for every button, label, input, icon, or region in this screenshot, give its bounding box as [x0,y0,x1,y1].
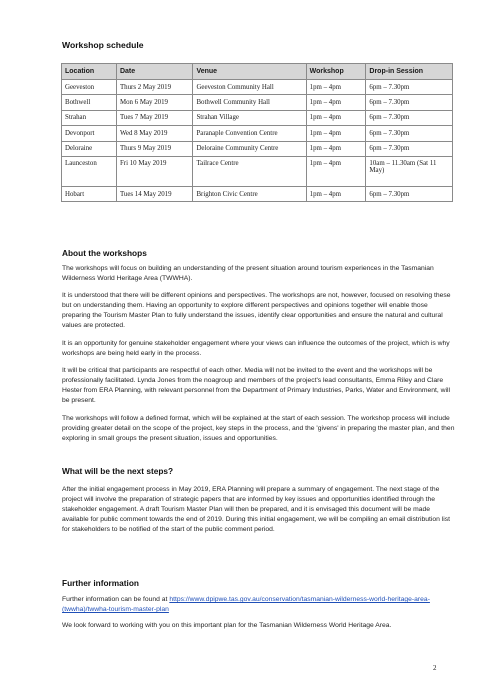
table-row [62,80,453,95]
cell-venue: Strahan Village [193,110,306,125]
cell-drop-in: 6pm – 7.30pm [366,80,453,95]
cell-location: Devonport [62,126,117,141]
cell-workshop: 1pm – 4pm [306,141,366,156]
cell-drop-in: 6pm – 7.30pm [366,110,453,125]
cell-date: Tues 14 May 2019 [116,186,193,201]
cell-venue: Bothwell Community Hall [193,95,306,110]
col-header-date: Date [116,64,193,80]
next-steps-heading: What will be the next steps? [62,466,174,476]
cell-venue: Tailrace Centre [193,156,306,186]
table-row [62,156,453,186]
cell-venue: Geeveston Community Hall [193,80,306,95]
table-header-row [62,64,453,80]
cell-drop-in: 6pm – 7.30pm [366,126,453,141]
cell-workshop: 1pm – 4pm [306,126,366,141]
about-paragraph-4: It will be critical that participants are respectful of each other. Media will not be invited to the event and the workshops will be professionally facilitated. Lynda Jones from the noagroup and members of the project's lead consultants, Emma Riley and Clare Hester from ERA Planning, with relevant personnel from the Department of Primary Industries, Parks, Water and Environment, will be present. [62,367,451,404]
further-info-intro: Further information can be found at [62,596,170,603]
cell-venue: Brighton Civic Centre [193,186,306,201]
cell-workshop: 1pm – 4pm [306,95,366,110]
cell-workshop: 1pm – 4pm [306,80,366,95]
cell-venue: Deloraine Community Centre [193,141,306,156]
col-header-workshop: Workshop [306,64,366,80]
table-row [62,186,453,201]
about-paragraph-1: The workshops will focus on building an understanding of the present situation around tourism experiences in the Tasmanian Wilderness World Heritage Area (TWWHA). [62,265,434,282]
cell-date: Mon 6 May 2019 [116,95,193,110]
cell-date: Thurs 2 May 2019 [116,80,193,95]
next-steps-paragraph: After the initial engagement process in May 2019, ERA Planning will prepare a summary of engagement. The next stage of the project will involve the preparation of strategic papers that are informed by key issues and opportunities identified through the stakeholder engagement. A draft Tourism Master Plan will then be prepared, and it is envisaged this document will be made available for public comment towards the end of 2019. During this initial engagement, we will be compiling an email distribution list for stakeholders to be notified of the start of the public comment period. [62,486,450,533]
further-info-paragraph [62,595,458,615]
cell-workshop: 1pm – 4pm [306,156,366,186]
cell-location: Geeveston [62,80,117,95]
about-paragraph-5: The workshops will follow a defined format, which will be explained at the start of each session. The workshop process will include providing greater detail on the scope of the project, key steps in the process, and the 'givens' in preparing the master plan, and then exploring in small groups the present situation, issues and opportunities. [62,415,455,442]
workshop-schedule-table [61,63,453,202]
about-heading: About the workshops [62,248,147,258]
cell-drop-in: 6pm – 7.30pm [366,141,453,156]
cell-date: Thurs 9 May 2019 [116,141,193,156]
cell-location: Bothwell [62,95,117,110]
cell-venue: Paranaple Convention Centre [193,126,306,141]
schedule-heading: Workshop schedule [62,40,144,50]
about-paragraph-3: It is an opportunity for genuine stakeholder engagement where your views can influence the outcomes of the project, which is why workshops are being held early in the process. [62,340,450,357]
cell-drop-in: 10am – 11.30am (Sat 11 May) [366,156,453,186]
cell-location: Launceston [62,156,117,186]
cell-workshop: 1pm – 4pm [306,110,366,125]
master-plan-link[interactable]: https://www.dpipwe.tas.gov.au/conservation/tasmanian-wilderness-world-heritage-area-(twwha)/twwha-tourism-master-plan [62,596,430,613]
cell-drop-in: 6pm – 7.30pm [366,186,453,201]
table-row [62,95,453,110]
cell-location: Strahan [62,110,117,125]
cell-location: Hobart [62,186,117,201]
cell-date: Tues 7 May 2019 [116,110,193,125]
cell-workshop: 1pm – 4pm [306,186,366,201]
cell-location: Deloraine [62,141,117,156]
cell-date: Fri 10 May 2019 [116,156,193,186]
table-row [62,110,453,125]
cell-drop-in: 6pm – 7.30pm [366,95,453,110]
col-header-location: Location [62,64,117,80]
table-row [62,141,453,156]
table-row [62,126,453,141]
closing-paragraph: We look forward to working with you on this important plan for the Tasmanian Wilderness World Heritage Area. [62,622,392,629]
cell-date: Wed 8 May 2019 [116,126,193,141]
about-paragraph-2: It is understood that there will be different opinions and perspectives. The workshops are not, however, focused on resolving these but on understanding them. Having an opportunity to explore different perspectives and opinions together will enable those preparing the Tourism Master Plan to fully understand the issues, identify clear opportunities and ensure the natural and cultural values are protected. [62,292,451,329]
col-header-drop-in: Drop-in Session [366,64,453,80]
further-info-heading: Further information [62,578,139,588]
page-number: 2 [433,664,437,672]
col-header-venue: Venue [193,64,306,80]
